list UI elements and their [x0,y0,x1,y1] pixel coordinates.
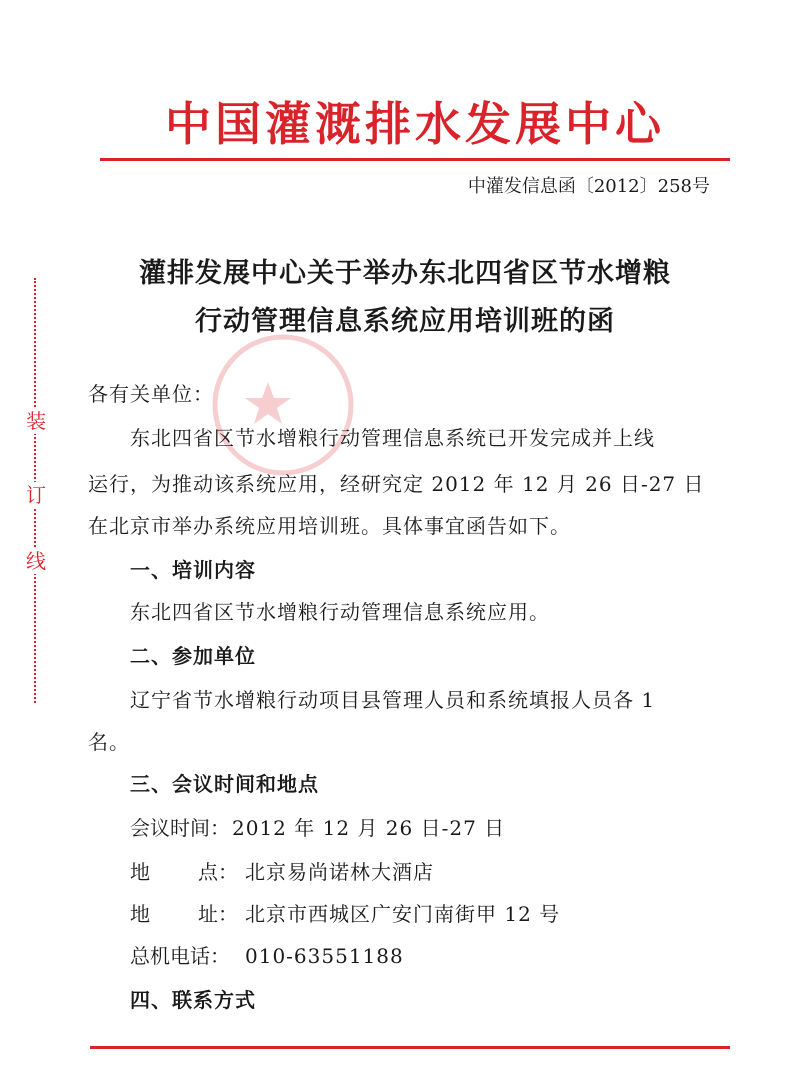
letterhead-org-name: 中国灌溉排水发展中心 [165,97,665,151]
section-1-heading: 一、培训内容 [130,558,256,582]
venue-label-colon: 点： [198,860,238,884]
section-2-text-line-2: 名。 [88,730,130,754]
letterhead-red-rule [100,158,730,161]
footer-red-rule [90,1046,730,1049]
section-2-heading: 二、参加单位 [130,644,256,668]
address-label-colon: 址： [198,902,238,926]
intro-paragraph-line-1: 东北四省区节水增粮行动管理信息系统已开发完成并上线 [130,426,655,450]
intro-paragraph-line-3: 在北京市举办系统应用培训班。具体事宜函告如下。 [88,514,571,538]
document-title [90,250,720,346]
document-title-line-2: 行动管理信息系统应用培训班的函 [195,306,615,337]
venue-value: 北京易尚诺林大酒店 [245,860,434,884]
intro-paragraph-line-2: 运行，为推动该系统应用，经研究定 2012 年 12 月 26 日-27 日 [88,472,705,496]
section-1-text: 东北四省区节水增粮行动管理信息系统应用。 [130,600,550,624]
faded-seal-stamp [208,330,358,480]
address-value: 北京市西城区广安门南街甲 12 号 [245,902,561,926]
phone-value: 010-63551188 [245,944,404,968]
phone-label: 总机电话： [130,944,230,968]
meeting-time-label: 会议时间： [130,816,230,840]
section-4-heading: 四、联系方式 [130,988,256,1012]
binding-char-zhuang: 装 [26,409,46,433]
venue-label-char: 地 [130,860,150,884]
salutation: 各有关单位： [88,382,214,406]
binding-char-xian: 线 [26,549,46,573]
section-3-heading: 三、会议时间和地点 [130,772,319,796]
document-title-line-1: 灌排发展中心关于举办东北四省区节水增粮 [139,258,671,289]
address-label-char: 地 [130,902,150,926]
section-2-text-line-1: 辽宁省节水增粮行动项目县管理人员和系统填报人员各 1 [130,688,656,712]
meeting-time-value: 2012 年 12 月 26 日-27 日 [232,816,506,840]
document-number: 中灌发信息函〔2012〕258号 [467,176,710,197]
binding-char-ding: 订 [26,483,46,507]
